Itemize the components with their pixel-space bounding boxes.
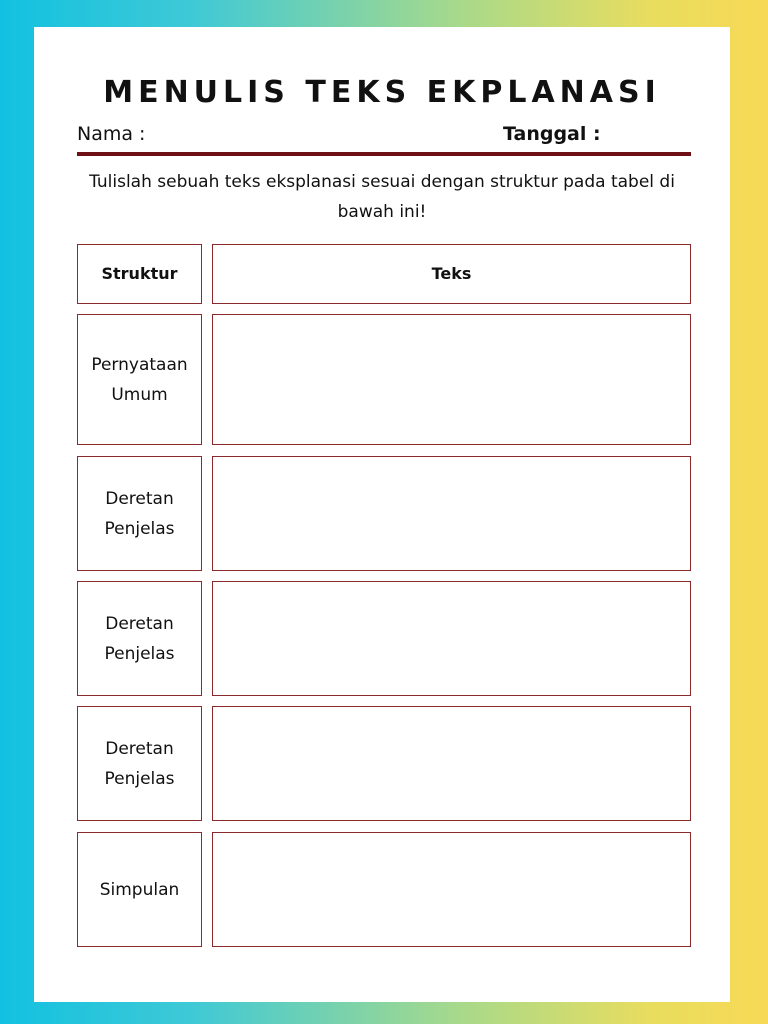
structure-cell bbox=[77, 581, 202, 696]
header-teks: Teks bbox=[212, 244, 691, 304]
structure-cell bbox=[77, 832, 202, 947]
structure-label: Deretan Penjelas bbox=[104, 738, 175, 789]
text-entry-cell[interactable] bbox=[212, 581, 691, 696]
structure-label: Deretan Penjelas bbox=[104, 488, 175, 539]
text-entry-cell[interactable] bbox=[212, 314, 691, 445]
tanggal-label: Tanggal : bbox=[503, 123, 601, 145]
text-entry-cell[interactable] bbox=[212, 832, 691, 947]
structure-cell bbox=[77, 314, 202, 445]
structure-cell bbox=[77, 456, 202, 571]
text-entry-cell[interactable] bbox=[212, 706, 691, 821]
header-divider bbox=[77, 152, 691, 156]
nama-label: Nama : bbox=[77, 123, 146, 145]
worksheet-page bbox=[34, 27, 730, 1002]
structure-label: Simpulan bbox=[99, 879, 180, 900]
instruction-text: Tulislah sebuah teks eksplanasi sesuai dengan struktur pada tabel di bawah ini! bbox=[89, 172, 675, 222]
structure-cell bbox=[77, 706, 202, 821]
structure-label: Deretan Penjelas bbox=[104, 613, 175, 664]
header-struktur: Struktur bbox=[77, 244, 202, 304]
structure-label: Pernyataan Umum bbox=[91, 354, 188, 405]
text-entry-cell[interactable] bbox=[212, 456, 691, 571]
page-title: MENULIS TEKS EKPLANASI bbox=[103, 75, 661, 110]
